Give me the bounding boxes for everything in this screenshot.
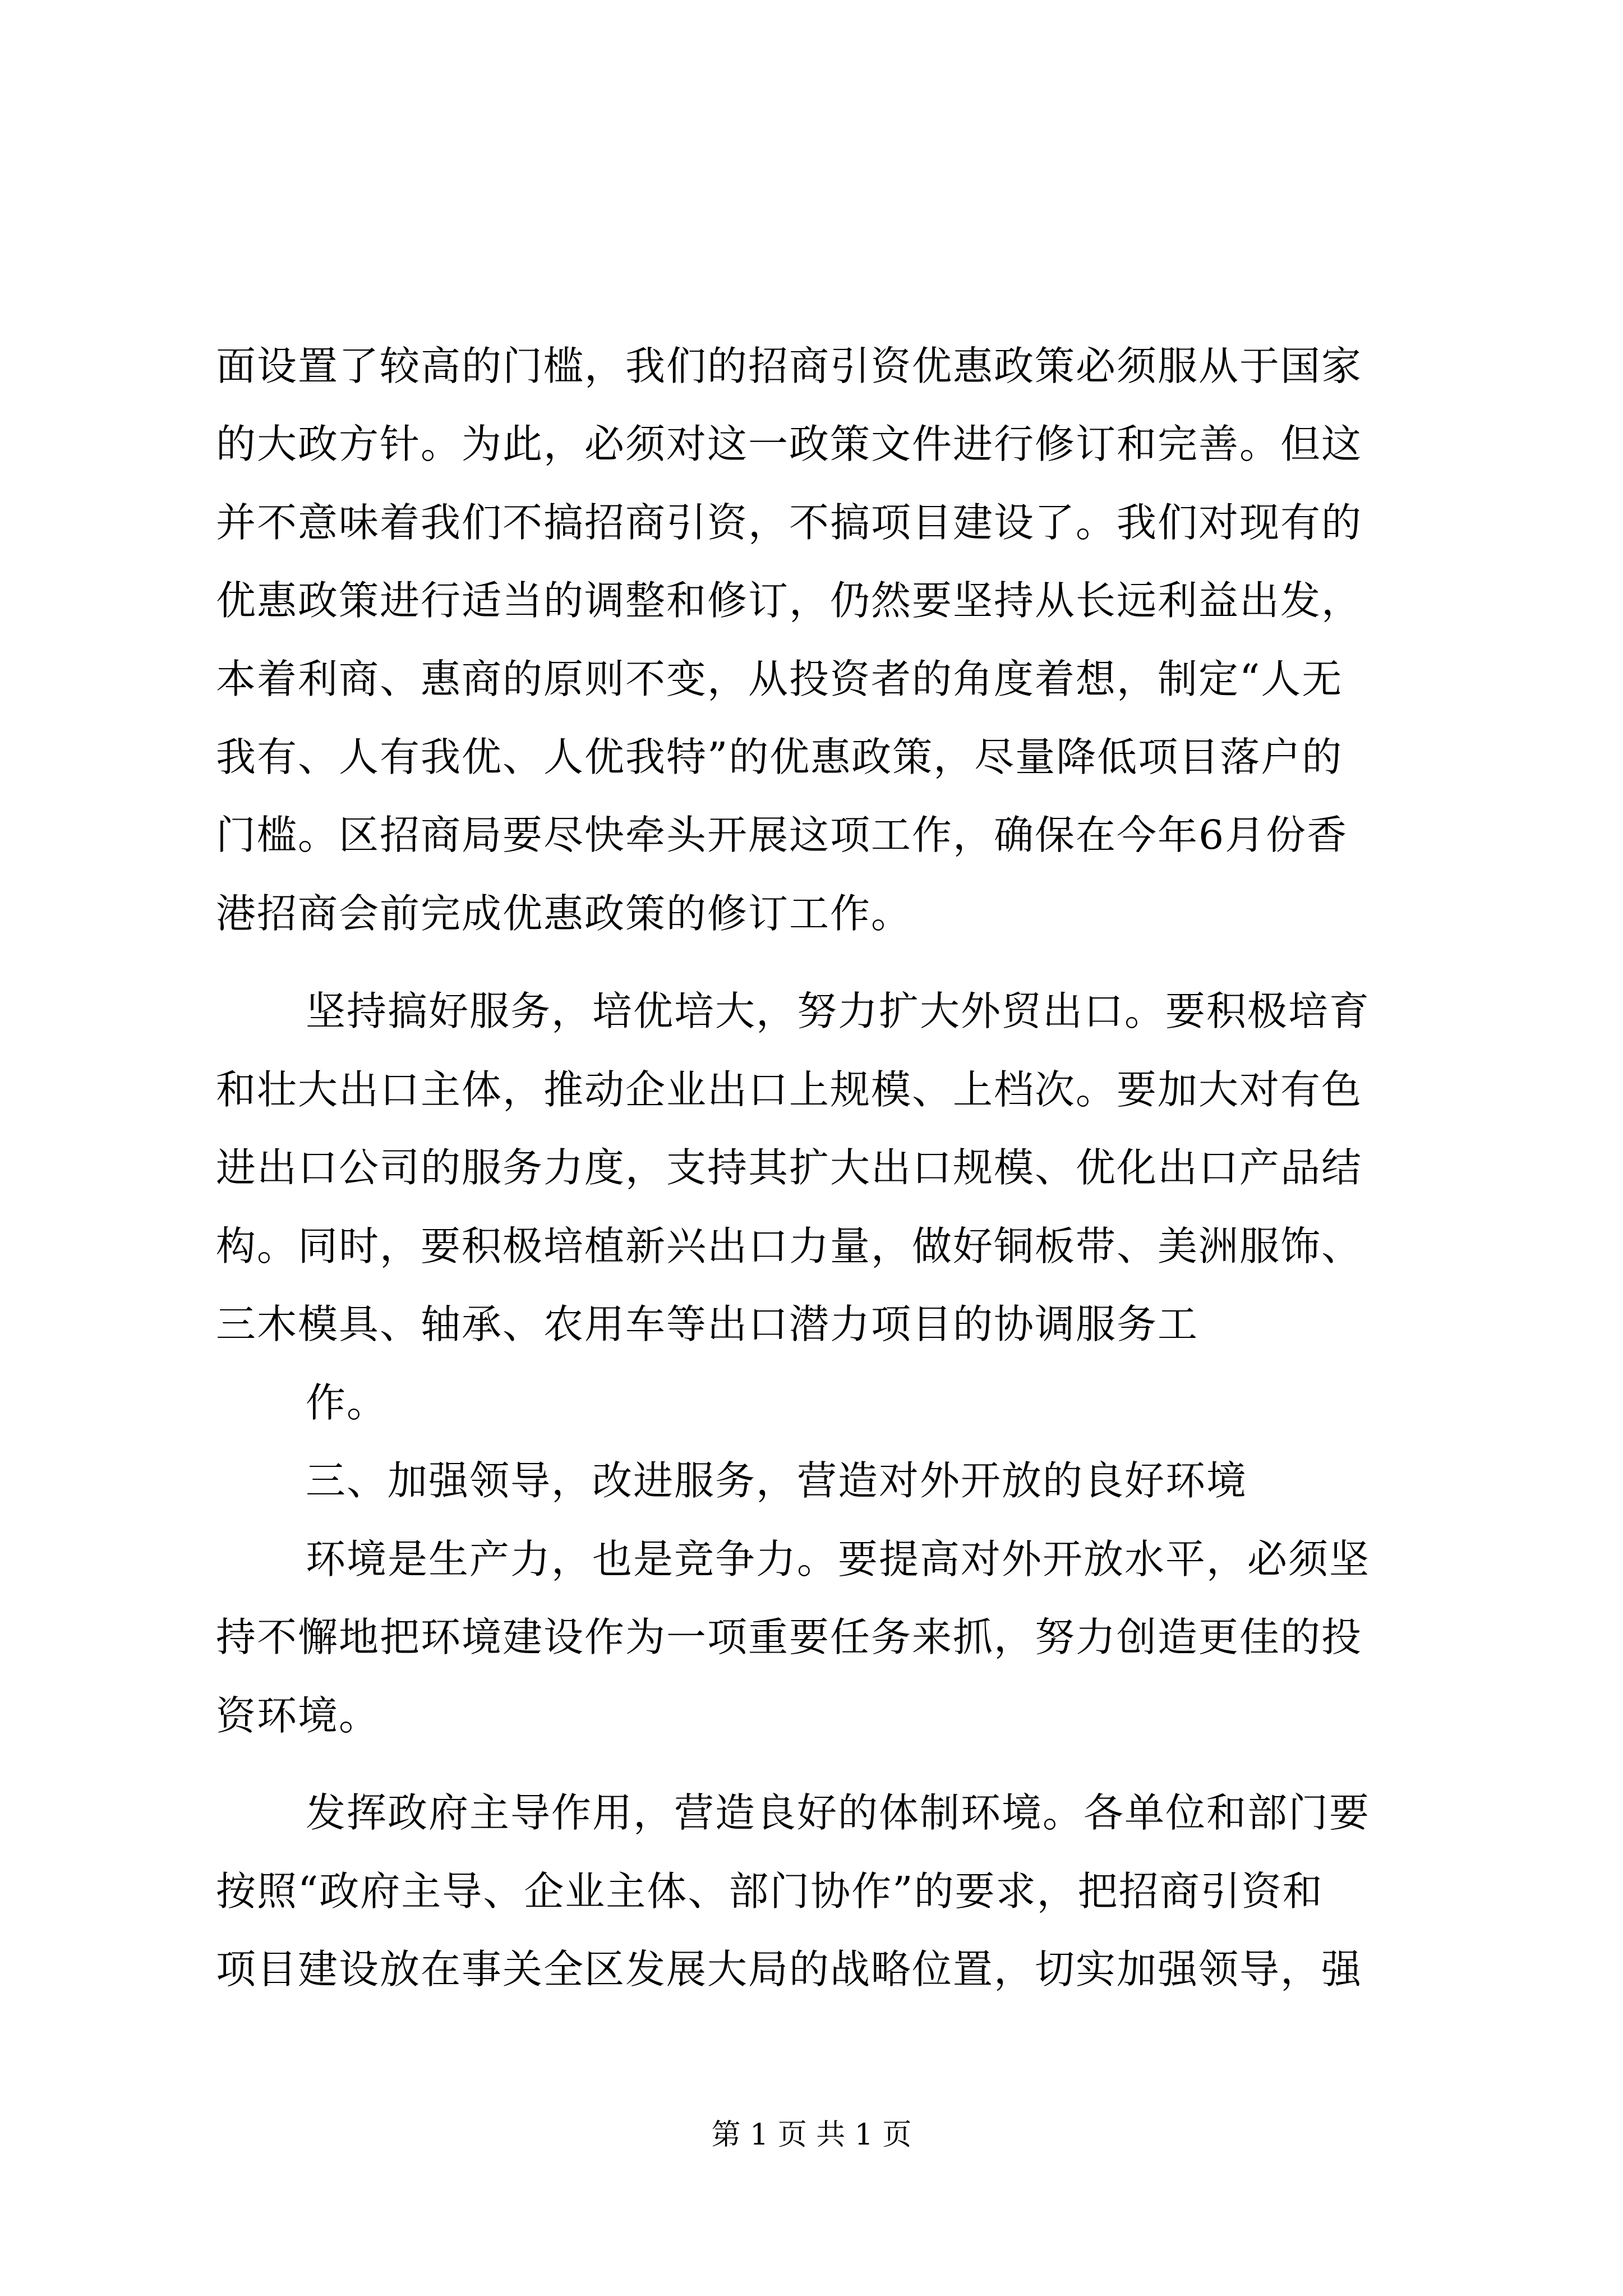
text-line: 我有、人有我优、人优我特”的优惠政策，尽量降低项目落户的 (216, 734, 1343, 780)
text-line: 坚持搞好服务，培优培大，努力扩大外贸出口。要积极培育 (306, 988, 1371, 1034)
text-line: 项目建设放在事关全区发展大局的战略位置，切实加强领导，强 (216, 1946, 1363, 1993)
text-line: 的大政方针。为此，必须对这一政策文件进行修订和完善。但这 (216, 421, 1363, 467)
text-line: 发挥政府主导作用，营造良好的体制环境。各单位和部门要 (306, 1789, 1371, 1836)
text-line: 并不意味着我们不搞招商引资，不搞项目建设了。我们对现有的 (216, 499, 1363, 546)
text-line: 构。同时，要积极培植新兴出口力量，做好铜板带、美洲服饰、 (216, 1223, 1363, 1269)
text-line: 港招商会前完成优惠政策的修订工作。 (216, 890, 912, 937)
page-footer: 第 1 页 共 1 页 (711, 2118, 912, 2152)
text-line: 三木模具、轴承、农用车等出口潜力项目的协调服务工 (216, 1301, 1199, 1347)
text-line: 优惠政策进行适当的调整和修订，仍然要坚持从长远利益出发， (216, 577, 1363, 624)
text-line: 环境是生产力，也是竞争力。要提高对外开放水平，必须坚 (306, 1536, 1371, 1582)
text-line: 和壮大出口主体，推动企业出口上规模、上档次。要加大对有色 (216, 1066, 1363, 1113)
text-line: 作。 (306, 1379, 388, 1426)
text-line: 门槛。区招商局要尽快牵头开展这项工作，确保在今年6月份香 (216, 812, 1348, 858)
text-line: 资环境。 (216, 1692, 380, 1739)
text-line: 面设置了较高的门槛，我们的招商引资优惠政策必须服从于国家 (216, 343, 1363, 389)
text-line: 持不懈地把环境建设作为一项重要任务来抓，努力创造更佳的投 (216, 1614, 1363, 1660)
text-line: 进出口公司的服务力度，支持其扩大出口规模、优化出口产品结 (216, 1144, 1363, 1191)
text-line: 按照“政府主导、企业主体、部门协作”的要求，把招商引资和 (216, 1868, 1324, 1915)
text-line: 本着利商、惠商的原则不变，从投资者的角度着想，制定“人无 (216, 656, 1343, 702)
text-line: 三、加强领导，改进服务，营造对外开放的良好环境 (306, 1457, 1248, 1504)
